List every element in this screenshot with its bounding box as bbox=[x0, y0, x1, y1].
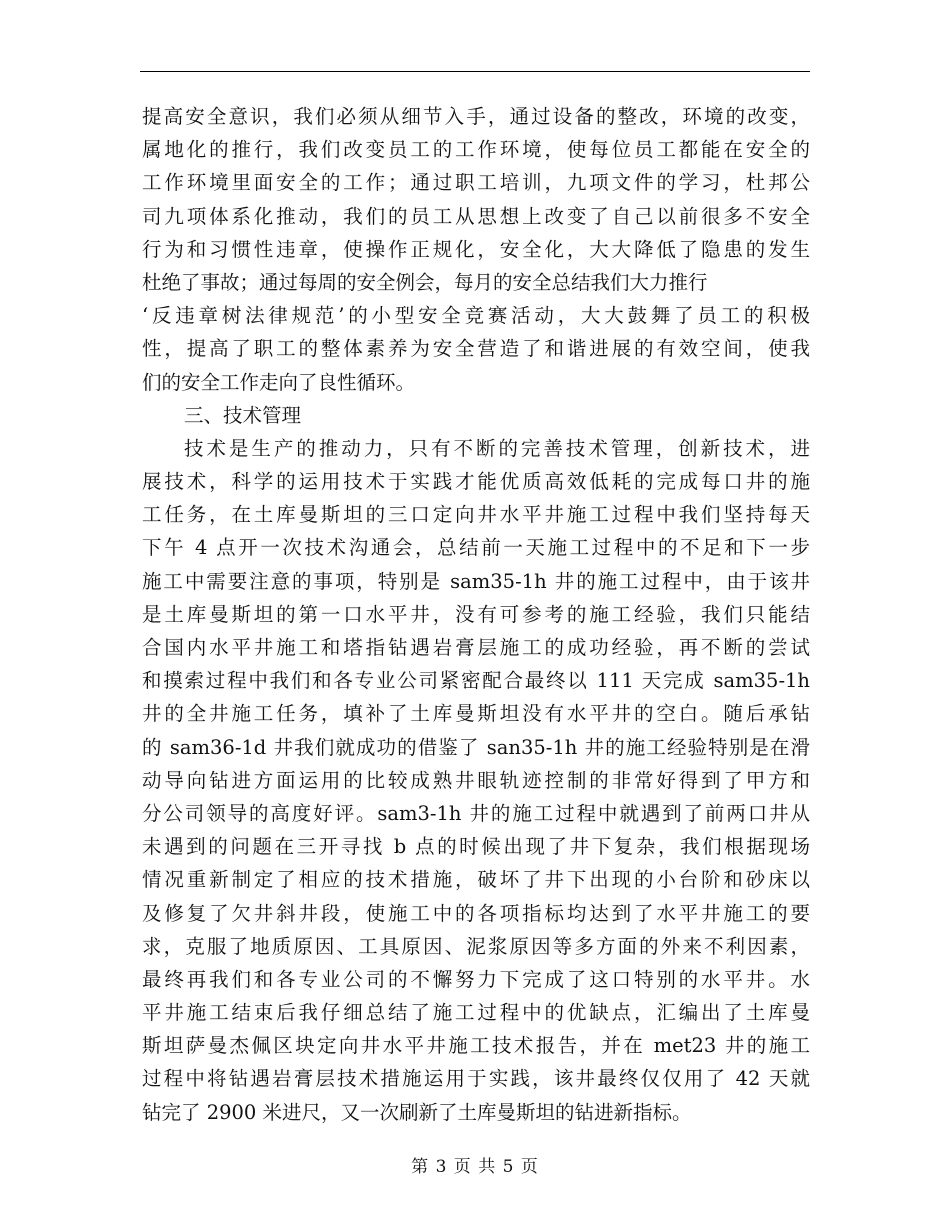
text-line: 杜绝了事故；通过每周的安全例会，每月的安全总结我们大力推行 bbox=[142, 270, 708, 294]
text-line: 下午 4 点开一次技术沟通会，总结前一天施工过程中的不足和下一步 bbox=[142, 536, 810, 560]
text-line: 是土库曼斯坦的第一口水平井，没有可参考的施工经验，我们只能结 bbox=[142, 602, 810, 626]
text-line: 分公司领导的高度好评。sam3-1h 井的施工过程中就遇到了前两口井从 bbox=[142, 801, 810, 825]
text-line: 属地化的推行，我们改变员工的工作环境，使每位员工都能在安全的 bbox=[142, 138, 810, 162]
text-line: 展技术，科学的运用技术于实践才能优质高效低耗的完成每口井的施 bbox=[142, 470, 810, 494]
paragraph-technical bbox=[142, 432, 810, 1129]
text-line: 司九项体系化推动，我们的员工从思想上改变了自己以前很多不安全 bbox=[142, 204, 810, 228]
text-line: 最终再我们和各专业公司的不懈努力下完成了这口特别的水平井。水 bbox=[142, 967, 810, 991]
header-rule bbox=[140, 71, 810, 72]
text-line: 合国内水平井施工和塔指钻遇岩膏层施工的成功经验，再不断的尝试 bbox=[142, 636, 810, 659]
text-line: 斯坦萨曼杰佩区块定向井水平井施工技术报告，并在 met23 井的施工 bbox=[142, 1034, 810, 1058]
text-line: 工作环境里面安全的工作；通过职工培训，九项文件的学习，杜邦公 bbox=[142, 171, 810, 195]
text-line: 未遇到的问题在三开寻找 b 点的时候出现了井下复杂，我们根据现场 bbox=[142, 835, 810, 859]
text-line: 行为和习惯性违章，使操作正规化，安全化，大大降低了隐患的发生 bbox=[142, 237, 810, 261]
text-line: 施工中需要注意的事项，特别是 sam35-1h 井的施工过程中，由于该井 bbox=[142, 569, 810, 593]
page-number-footer: 第 3 页 共 5 页 bbox=[411, 1157, 539, 1177]
text-line: 钻完了 2900 米进尺，又一次刷新了土库曼斯坦的钻进新指标。 bbox=[142, 1100, 692, 1124]
text-line: 情况重新制定了相应的技术措施，破坏了井下出现的小台阶和砂床以 bbox=[142, 868, 810, 892]
text-line: 提高安全意识，我们必须从细节入手，通过设备的整改，环境的改变， bbox=[142, 105, 810, 128]
text-line: 求，克服了地质原因、工具原因、泥浆原因等多方面的外来不利因素， bbox=[142, 934, 810, 958]
text-line: 技术是生产的推动力，只有不断的完善技术管理，创新技术，进 bbox=[184, 436, 810, 460]
document-body bbox=[142, 100, 810, 1129]
section-heading: 三、技术管理 bbox=[184, 403, 302, 427]
text-line: 井的全井施工任务，填补了土库曼斯坦没有水平井的空白。随后承钻 bbox=[142, 702, 810, 726]
text-line: 的 sam36-1d 井我们就成功的借鉴了 san35-1h 井的施工经验特别是在滑 bbox=[142, 735, 810, 759]
text-line: ‘反违章树法律规范’的小型安全竞赛活动，大大鼓舞了员工的积极 bbox=[142, 304, 810, 328]
text-line: 平井施工结束后我仔细总结了施工过程中的优缺点，汇编出了土库曼 bbox=[142, 1001, 810, 1025]
text-line: 性，提高了职工的整体素养为安全营造了和谐进展的有效空间，使我 bbox=[142, 337, 810, 361]
text-line: 们的安全工作走向了良性循环。 bbox=[142, 370, 416, 394]
text-line: 工任务，在土库曼斯坦的三口定向井水平井施工过程中我们坚持每天 bbox=[142, 503, 810, 527]
text-line: 动导向钻进方面运用的比较成熟井眼轨迹控制的非常好得到了甲方和 bbox=[142, 768, 810, 792]
paragraph-safety bbox=[142, 100, 810, 399]
text-line: 及修复了欠井斜井段，使施工中的各项指标均达到了水平井施工的要 bbox=[142, 901, 810, 925]
text-line: 过程中将钻遇岩膏层技术措施运用于实践，该井最终仅仅用了 42 天就 bbox=[142, 1067, 810, 1091]
text-line: 和摸索过程中我们和各专业公司紧密配合最终以 111 天完成 sam35-1h bbox=[142, 669, 810, 693]
